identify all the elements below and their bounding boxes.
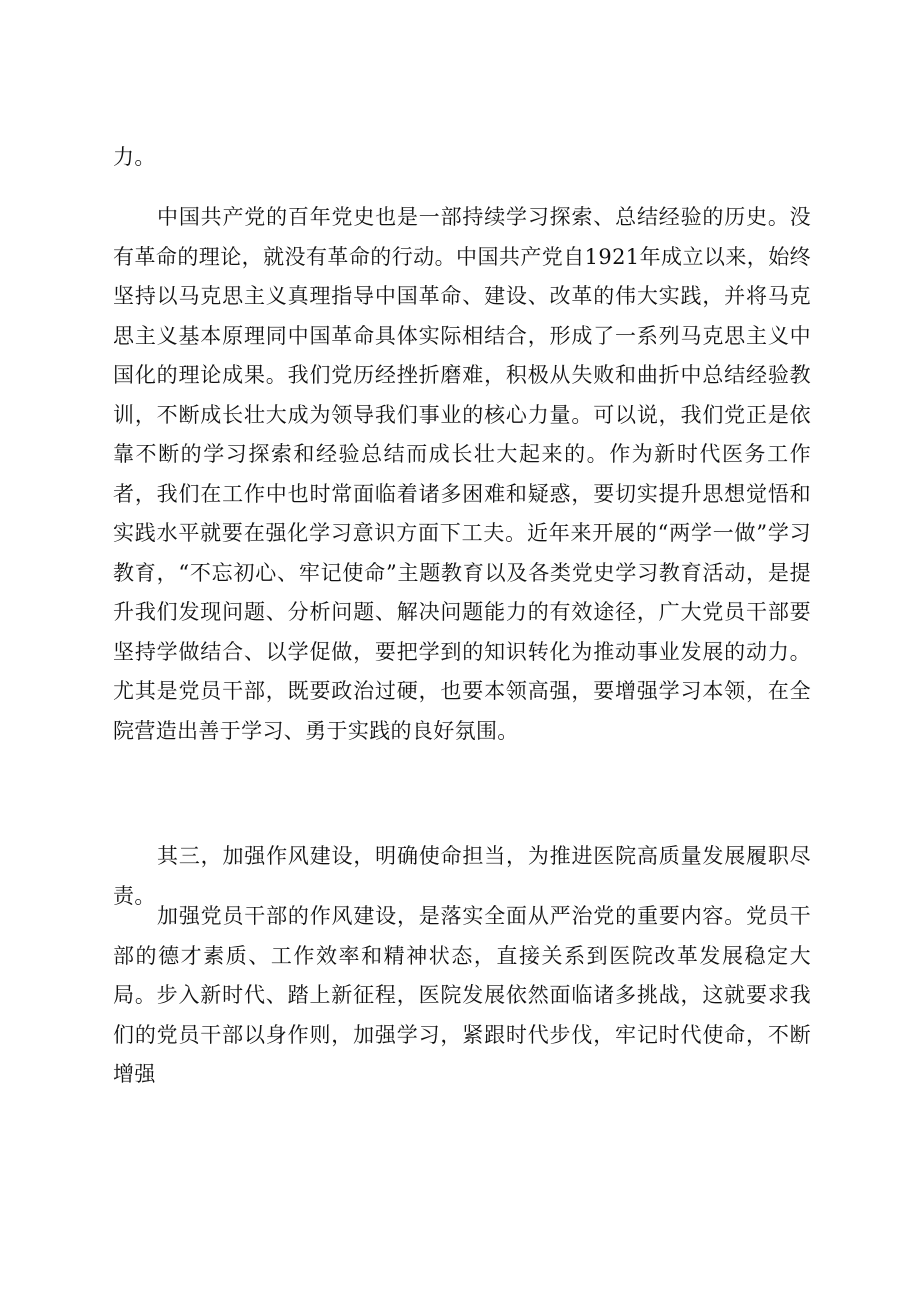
paragraph-continuation: 力。 xyxy=(113,145,156,169)
paragraph-work-style: 加强党员干部的作风建设，是落实全面从严治党的重要内容。党员干部的德才素质、工作效率和精神状态，直接关系到医院改革发展稳定大局。步入新时代、踏上新征程，医院发展依然面临诸多挑战，这就要求我们的党员干部以身作则，加强学习，紧跟时代步伐，牢记时代使命，不断增强 xyxy=(113,904,811,1086)
section-heading-third-point: 其三，加强作风建设，明确使命担当，为推进医院高质量发展履职尽责。 xyxy=(113,844,811,908)
paragraph-party-history-learning: 中国共产党的百年党史也是一部持续学习探索、总结经验的历史。没有革命的理论，就没有革命的行动。中国共产党自1921年成立以来，始终坚持以马克思主义真理指导中国革命、建设、改革的伟大实践，并将马克思主义基本原理同中国革命具体实际相结合，形成了一系列马克思主义中国化的理论成果。我们党历经挫折磨难，积极从失败和曲折中总结经验教训，不断成长壮大成为领导我们事业的核心力量。可以说，我们党正是依靠不断的学习探索和经验总结而成长壮大起来的。作为新时代医务工作者，我们在工作中也时常面临着诸多困难和疑惑，要切实提升思想觉悟和实践水平就要在强化学习意识方面下工夫。近年来开展的“两学一做”学习教育，“不忘初心、牢记使命”主题教育以及各类党史学习教育活动，是提升我们发现问题、分析问题、解决问题能力的有效途径，广大党员干部要坚持学做结合、以学促做，要把学到的知识转化为推动事业发展的动力。尤其是党员干部，既要政治过硬，也要本领高强，要增强学习本领，在全院营造出善于学习、勇于实践的良好氛围。 xyxy=(113,205,811,743)
